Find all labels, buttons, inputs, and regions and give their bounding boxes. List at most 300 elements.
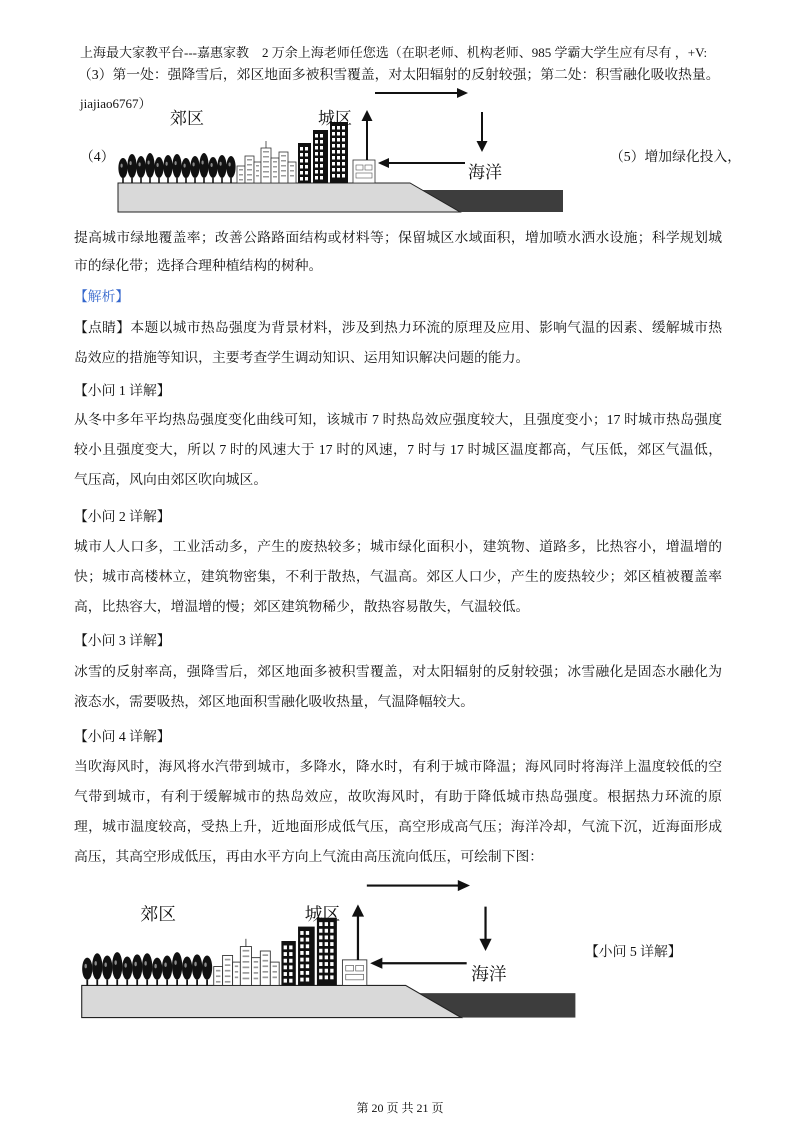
tree-highlight (220, 162, 222, 166)
building-window (342, 156, 345, 160)
building-window (284, 972, 287, 976)
building-window (342, 150, 345, 154)
tree-highlight (139, 162, 141, 166)
text-line: 较小且强度变大，所以 7 时的风速大于 17 时的风速，7 时与 17 时城区温度都高，气压低，郊区气温低， (74, 442, 722, 457)
building-window (300, 951, 303, 955)
tree-icon (122, 957, 132, 980)
building-window (243, 955, 250, 957)
answer-4-label: （4） (80, 149, 115, 164)
building-window (300, 958, 303, 962)
building-window (319, 969, 322, 973)
building-window (315, 152, 318, 156)
q2-paragraph (74, 532, 722, 622)
low-rise-building (279, 152, 288, 183)
building-window (247, 164, 252, 166)
building-window (320, 158, 323, 162)
tree-trunk (167, 178, 169, 183)
building-window (243, 967, 250, 969)
tree-trunk (96, 980, 98, 986)
tree-trunk (106, 980, 108, 986)
tree-icon (163, 155, 172, 178)
high-rise-building (281, 941, 295, 985)
answer-5-paragraph (74, 224, 722, 280)
tree-icon (162, 955, 172, 979)
building-window (305, 165, 308, 169)
text-line: 当吹海风时，海风将水汽带到城市，多降水，降水时，有利于城市降温；海风同时将海洋上温度较低的空 (74, 759, 722, 774)
building-window (330, 962, 333, 966)
building-window (330, 955, 333, 959)
building-window (332, 174, 335, 178)
tree-trunk (203, 178, 205, 183)
low-rise-building (260, 951, 270, 985)
tree-icon (181, 158, 190, 178)
building-window (263, 954, 269, 956)
building-window (325, 975, 328, 979)
building-window (305, 177, 308, 181)
building-window (332, 150, 335, 154)
diagram-shapes (118, 88, 563, 212)
building-window (320, 164, 323, 168)
text-line: 【点睛】本题以城市热岛强度为背景材料，涉及到热力环流的原理及应用、影响气温的因素、缓解城市热 (74, 320, 722, 335)
building-window (319, 929, 322, 933)
building-window (289, 979, 292, 983)
building-window (320, 140, 323, 144)
q1-paragraph (74, 405, 722, 495)
building-window (290, 175, 294, 177)
text-line: 高压，其高空形成低压，再由水平方向上气流由高压流向低压，可绘制下图： (74, 849, 544, 864)
building-window (273, 166, 277, 168)
tree-trunk (122, 178, 124, 183)
text-line: 理，城市温度较高，受热上升，近地面形成低气压，高空形成高气压；海洋冷却，气流下沉，近海面形成 (74, 819, 722, 834)
tree-icon (154, 157, 163, 178)
building-window (256, 175, 259, 177)
building-window (305, 171, 308, 175)
tree-highlight (121, 164, 123, 168)
tree-highlight (124, 963, 126, 967)
tree-highlight (164, 962, 166, 966)
building-window (289, 959, 292, 963)
arrowhead-down-icon (479, 939, 491, 951)
building-window (239, 179, 243, 181)
building-window (284, 979, 287, 983)
building-window (300, 944, 303, 948)
tree-trunk (156, 980, 158, 986)
building-window (235, 965, 238, 967)
tree-icon (142, 953, 152, 980)
text-line: 岛效应的措施等知识，主要考查学生调动知识、运用知识解决问题的能力。 (74, 349, 530, 365)
building-window (320, 146, 323, 150)
diagram-shapes (82, 880, 576, 1018)
tree-icon (136, 156, 145, 178)
building-window (337, 156, 340, 160)
tree-highlight (211, 163, 213, 167)
building-window (337, 132, 340, 136)
building-window (315, 140, 318, 144)
building-window (239, 174, 243, 176)
building-window (289, 972, 292, 976)
building-window (319, 935, 322, 939)
building-window (325, 935, 328, 939)
building-window (330, 942, 333, 946)
text-line: 冰雪的反射率高，强降雪后，郊区地面多被积雪覆盖，对太阳辐射的反射较强；冰雪融化是固态水融化为 (74, 664, 722, 679)
tree-trunk (194, 178, 196, 183)
tree-icon (172, 952, 182, 980)
building-window (332, 132, 335, 136)
text-line: 城市人人口多，工业活动多，产生的废热较多；城市绿化面积小，建筑物、道路多，比热容小，增温增的 (74, 539, 722, 554)
building-window (225, 981, 231, 983)
building-window (306, 958, 309, 962)
building-window (337, 162, 340, 166)
building-window (325, 962, 328, 966)
tree-trunk (140, 178, 142, 183)
building-window (337, 138, 340, 142)
tree-trunk (166, 980, 168, 986)
building-window (289, 952, 292, 956)
building-window (263, 965, 269, 967)
building-window (225, 964, 231, 966)
tree-highlight (193, 162, 195, 166)
building-window (284, 952, 287, 956)
tree-highlight (84, 964, 86, 968)
building-window (216, 970, 220, 972)
building-window (306, 964, 309, 968)
q4-heading: 【小问 4 详解】 (74, 729, 171, 744)
arrowhead-up-icon (352, 904, 364, 916)
building-window (325, 929, 328, 933)
building-window (325, 942, 328, 946)
building-window (243, 950, 250, 952)
tree-trunk (185, 178, 187, 183)
building-window (243, 972, 250, 974)
text-line: 液态水，需要吸热，郊区地面积雪融化吸收热量，气温降幅较大。 (74, 694, 475, 709)
building-window (289, 945, 292, 949)
tree-highlight (94, 961, 96, 965)
building-window (306, 971, 309, 975)
building-window (305, 153, 308, 157)
q4-paragraph (74, 752, 722, 872)
tree-icon (112, 952, 122, 980)
analysis-label: 【解析】 (74, 289, 130, 304)
building-window (337, 144, 340, 148)
building-window (247, 174, 252, 176)
tree-trunk (158, 178, 160, 183)
building-window (225, 970, 231, 972)
building-window (315, 146, 318, 150)
land-surface (118, 183, 460, 212)
building-window (300, 159, 303, 163)
building-window (342, 138, 345, 142)
q3-heading-block (74, 626, 722, 656)
building-window (235, 971, 238, 973)
building-window (281, 175, 286, 177)
building-window (216, 981, 220, 983)
low-rise-building (261, 148, 271, 183)
tree-highlight (130, 161, 132, 165)
building-window (284, 945, 287, 949)
q2-heading-block (74, 502, 722, 532)
building-window (315, 164, 318, 168)
tree-icon (202, 955, 212, 979)
building-window (247, 159, 252, 161)
high-rise-building (298, 143, 311, 183)
building-window (281, 155, 286, 157)
building-window (243, 978, 250, 980)
tree-trunk (206, 980, 208, 986)
ocean-label: 海洋 (471, 963, 507, 984)
building-window (235, 977, 238, 979)
tree-highlight (204, 962, 206, 966)
tree-highlight (157, 163, 159, 167)
arrowhead-left-icon (370, 958, 382, 969)
building-window (319, 942, 322, 946)
analysis-section (74, 282, 722, 312)
building-window (300, 971, 303, 975)
tree-highlight (134, 962, 136, 966)
building-window (239, 169, 243, 171)
tree-trunk (230, 178, 232, 183)
building-window (319, 975, 322, 979)
arrowhead-down-icon (477, 141, 488, 152)
building-window (342, 174, 345, 178)
building-window (256, 170, 259, 172)
building-window (306, 951, 309, 955)
small-building (342, 960, 366, 986)
small-building (353, 160, 375, 183)
building-window (281, 160, 286, 162)
building-window (320, 134, 323, 138)
tree-trunk (126, 980, 128, 986)
ocean-label: 海洋 (468, 163, 502, 182)
low-rise-building (240, 947, 251, 986)
q3-heading: 【小问 3 详解】 (74, 633, 171, 648)
building-window (300, 938, 303, 942)
suburb-label: 郊区 (170, 109, 204, 128)
building-window (332, 162, 335, 166)
building-window (342, 162, 345, 166)
tree-icon (152, 958, 162, 980)
dianjing-paragraph (74, 313, 722, 372)
building-window (273, 971, 277, 973)
building-window (332, 144, 335, 148)
tree-highlight (148, 161, 150, 165)
building-window (337, 150, 340, 154)
building-window (284, 959, 287, 963)
building-window (263, 977, 269, 979)
tree-icon (226, 156, 235, 178)
building-window (290, 170, 294, 172)
building-window (273, 977, 277, 979)
tree-icon (199, 153, 208, 178)
header-line-1: 上海最大家教平台---嘉惠家教 2 万余上海老师任您选（在职老师、机构老师、985 学霸大学生应有尽有 ，+V: (80, 45, 708, 60)
arrowhead-left-icon (378, 158, 389, 168)
heat-circulation-diagram-2 (78, 880, 578, 1022)
building-window (300, 978, 303, 982)
tree-icon (217, 155, 226, 178)
building-window (342, 168, 345, 172)
tree-icon (82, 958, 92, 980)
building-window (320, 152, 323, 156)
building-window (319, 962, 322, 966)
building-window (300, 964, 303, 968)
building-window (273, 161, 277, 163)
building-window (256, 165, 259, 167)
answer-3: （3）第一处：强降雪后，郊区地面多被积雪覆盖，对太阳辐射的反射较强；第二处：积雪融化吸收热量。 (78, 67, 720, 82)
building-window (263, 176, 269, 178)
building-window (325, 949, 328, 953)
building-window (305, 159, 308, 163)
building-window (315, 134, 318, 138)
tree-trunk (212, 178, 214, 183)
tree-icon (127, 154, 136, 178)
building-window (225, 959, 231, 961)
building-window (330, 975, 333, 979)
tree-highlight (175, 161, 177, 165)
text-line: 高，比热容大，增温增的慢；郊区建筑物稀少，散热容易散失，气温较低。 (74, 599, 530, 614)
building-window (315, 170, 318, 174)
building-window (247, 179, 252, 181)
q1-heading: 【小问 1 详解】 (74, 383, 171, 398)
building-window (263, 156, 269, 158)
building-window (320, 176, 323, 180)
high-rise-building (298, 927, 315, 986)
building-window (254, 978, 258, 980)
tree-trunk (146, 980, 148, 986)
building-window (273, 965, 277, 967)
building-window (289, 965, 292, 969)
building-window (300, 147, 303, 151)
building-window (263, 960, 269, 962)
building-window (247, 169, 252, 171)
building-window (254, 972, 258, 974)
tree-highlight (184, 164, 186, 168)
city-label: 城区 (304, 903, 341, 924)
building-window (254, 967, 258, 969)
q1-heading-block (74, 376, 722, 406)
tree-highlight (104, 962, 106, 966)
tree-highlight (114, 960, 116, 964)
tree-icon (172, 154, 181, 178)
tree-trunk (221, 178, 223, 183)
tree-trunk (176, 178, 178, 183)
building-window (332, 168, 335, 172)
building-window (300, 171, 303, 175)
building-window (243, 961, 250, 963)
building-window (342, 132, 345, 136)
building-window (263, 971, 269, 973)
building-window (330, 935, 333, 939)
tree-trunk (131, 178, 133, 183)
tree-icon (92, 953, 102, 980)
header-line-2: jiajiao6767） (80, 96, 152, 111)
text-line: 气压高，风向由郊区吹向城区。 (74, 472, 268, 487)
tree-trunk (176, 980, 178, 986)
answer-5-start: （5）增加绿化投入， (610, 149, 742, 164)
building-window (315, 176, 318, 180)
building-window (300, 177, 303, 181)
heat-circulation-diagram-1 (115, 88, 565, 216)
tree-highlight (202, 161, 204, 165)
high-rise-building (313, 130, 328, 183)
q5-heading: 【小问 5 详解】 (585, 944, 682, 959)
tree-highlight (166, 162, 168, 166)
building-window (325, 955, 328, 959)
building-window (320, 170, 323, 174)
tree-highlight (154, 964, 156, 968)
tree-icon (118, 158, 127, 178)
building-window (281, 170, 286, 172)
tree-icon (132, 954, 142, 980)
tree-icon (190, 156, 199, 178)
text-line: 从冬中多年平均热岛强度变化曲线可知，该城市 7 时热岛效应强度较大，且强度变小；17 时城市热岛强度 (74, 412, 722, 427)
tree-icon (145, 153, 154, 178)
tree-trunk (116, 980, 118, 986)
tree-highlight (229, 162, 231, 166)
tree-highlight (174, 960, 176, 964)
building-window (281, 165, 286, 167)
building-window (332, 138, 335, 142)
tree-icon (208, 157, 217, 178)
building-window (300, 153, 303, 157)
building-window (306, 944, 309, 948)
building-window (263, 151, 269, 153)
building-window (305, 147, 308, 151)
building-window (319, 949, 322, 953)
building-window (300, 931, 303, 935)
tree-trunk (186, 980, 188, 986)
page-number: 第 20 页 共 21 页 (356, 1101, 444, 1115)
text-line: 提高城市绿地覆盖率；改善公路路面结构或材料等；保留城区水域面积，增加喷水洒水设施；科学规划城 (74, 230, 722, 245)
tree-highlight (194, 962, 196, 966)
arrowhead-right-icon (457, 88, 468, 98)
building-window (306, 978, 309, 982)
text-line: 快；城市高楼林立，建筑物密集，不利于散热，气温高。郊区人口少，产生的废热较少；郊区植被覆盖率 (74, 569, 722, 584)
building-window (284, 965, 287, 969)
building-window (290, 165, 294, 167)
building-window (342, 144, 345, 148)
suburb-label: 郊区 (140, 903, 177, 924)
q3-paragraph (74, 657, 722, 717)
building-window (332, 156, 335, 160)
tree-trunk (136, 980, 138, 986)
arrowhead-up-icon (362, 110, 373, 121)
tree-trunk (196, 980, 198, 986)
building-window (254, 961, 258, 963)
building-window (273, 176, 277, 178)
building-window (330, 969, 333, 973)
tree-icon (182, 957, 192, 980)
tree-highlight (144, 961, 146, 965)
building-window (216, 975, 220, 977)
building-window (330, 949, 333, 953)
tree-trunk (86, 980, 88, 986)
q4-heading-block (74, 722, 722, 752)
building-window (315, 158, 318, 162)
building-window (263, 171, 269, 173)
arrowhead-right-icon (458, 880, 470, 891)
building-window (225, 975, 231, 977)
city-label: 城区 (318, 109, 352, 128)
building-window (273, 171, 277, 173)
text-line: 气带到城市，有利于缓解城市的热岛效应，故吹海风时，有助于降低城市热岛强度。根据热力环流的原 (74, 789, 722, 804)
building-window (319, 955, 322, 959)
land-surface (82, 985, 461, 1017)
tree-trunk (149, 178, 151, 183)
building-window (306, 931, 309, 935)
building-window (300, 165, 303, 169)
tree-highlight (184, 963, 186, 967)
building-window (330, 929, 333, 933)
building-window (263, 161, 269, 163)
